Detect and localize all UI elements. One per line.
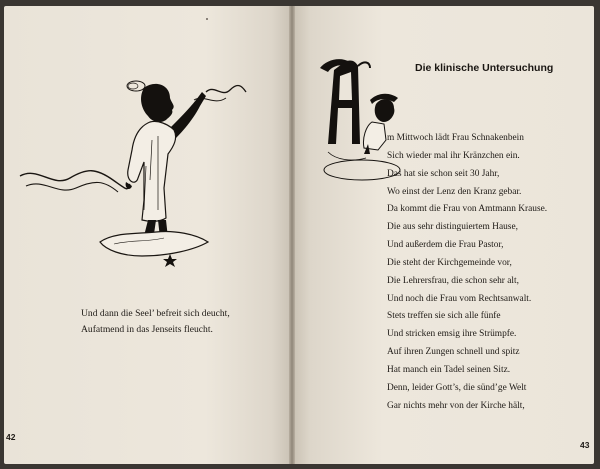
book-gutter [289,6,295,464]
paper-speck [206,18,208,20]
poem-line: m Mittwoch lädt Frau Schnakenbein [387,133,524,143]
poem-line: Gar nichts mehr von der Kirche hält, [387,400,525,411]
poem-line: Wo einst der Lenz den Kranz gebar. [387,186,522,197]
poem-line: Das hat sie schon seit 30 Jahr, [387,168,500,179]
caption-line: Aufatmend in das Jenseits fleucht. [81,324,213,335]
poem-text [387,130,547,416]
poem-line: Die aus sehr distinguiertem Hause, [387,222,518,233]
page-title: Die klinische Untersuchung [415,62,554,74]
caption-line: Und dann die Seel’ befreit sich deucht, [81,308,230,319]
poem-line: Und außerdem die Frau Pastor, [387,240,504,251]
poem-line: Denn, leider Gott’s, die sünd’ge Welt [387,382,527,393]
page-number-right: 43 [580,440,590,450]
angel-silhouette-icon [18,70,248,280]
poem-line: Hat manch ein Tadel seinen Sitz. [387,364,511,375]
poem-line: Die Lehrersfrau, die schon sehr alt, [387,275,519,286]
poem-line: Und noch die Frau vom Rechtsanwalt. [387,293,532,304]
poem-line: Da kommt die Frau von Amtmann Krause. [387,204,548,215]
left-caption [81,306,230,338]
poem-line: Die steht der Kirchgemeinde vor, [387,257,512,268]
poem-line: Und stricken emsig ihre Strümpfe. [387,329,517,340]
page-number-left: 42 [6,432,16,442]
poem-line: Sich wieder mal ihr Kränzchen ein. [387,150,520,161]
poem-line: Stets treffen sie sich alle fünfe [387,311,501,322]
poem-line: Auf ihren Zungen schnell und spitz [387,347,520,358]
